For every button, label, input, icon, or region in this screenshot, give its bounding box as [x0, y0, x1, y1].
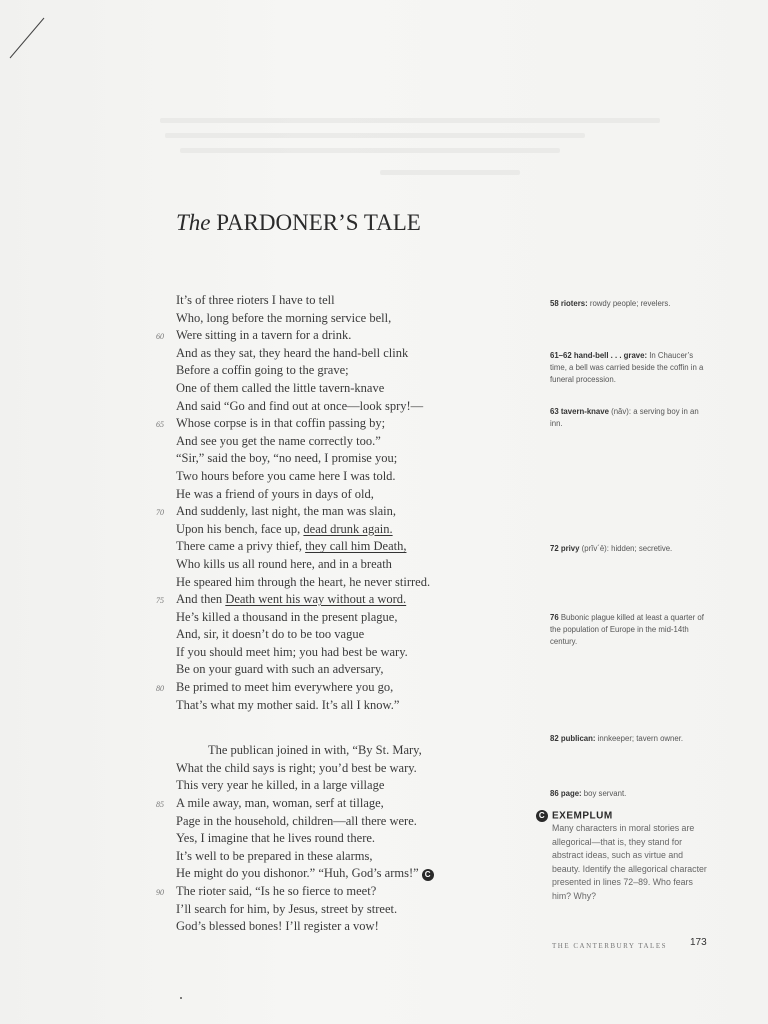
line-text: If you should meet him; you had best be wary. — [176, 644, 408, 659]
footnote-definition: boy servant. — [581, 789, 627, 798]
footnote-term: 86 page: — [550, 789, 582, 798]
line-text: God’s blessed bones! I’ll register a vow! — [176, 919, 379, 934]
line-text: He was a friend of yours in days of old, — [176, 486, 374, 501]
line-number: 75 — [156, 596, 164, 606]
poem-line — [156, 503, 516, 521]
line-text: And see you get the name correctly too.” — [176, 433, 381, 448]
footnote-term: 58 rioters: — [550, 299, 588, 308]
line-text: And then — [176, 592, 226, 607]
line-text: It’s well to be prepared in these alarms, — [176, 848, 373, 863]
poem-line — [176, 450, 516, 468]
show-through — [165, 133, 585, 138]
poem-line — [176, 760, 516, 778]
line-text: Two hours before you came here I was told. — [176, 468, 396, 483]
poem-line — [156, 883, 516, 901]
footnote — [550, 788, 710, 800]
line-text: He might do you dishonor.” “Huh, God’s arms!” — [176, 866, 419, 881]
show-through — [180, 148, 560, 153]
line-text: This very year he killed, in a large village — [176, 778, 385, 793]
footnote-term: 63 tavern-knave — [550, 407, 609, 416]
line-number: 65 — [156, 420, 164, 430]
poem-line — [176, 901, 516, 919]
footnote-definition: In Chaucer’s time, a bell was carried beside the coffin in a funeral procession. — [550, 351, 704, 384]
footnote — [550, 350, 710, 386]
line-text: That’s what my mother said. It’s all I know.” — [176, 697, 400, 712]
callout-badge: C — [422, 869, 434, 881]
poem-line — [176, 830, 516, 848]
poem-line — [176, 292, 516, 310]
footnote — [550, 543, 710, 555]
poem-line — [176, 468, 516, 486]
poem-line — [176, 626, 516, 644]
line-number: 80 — [156, 684, 164, 694]
line-text: Were sitting in a tavern for a drink. — [176, 328, 352, 343]
line-text: What the child says is right; you’d best be wary. — [176, 760, 417, 775]
footnote-definition: (năv): a serving boy in an inn. — [550, 407, 699, 428]
exemplum-question: Many characters in moral stories are allegorical—that is, they stand for abstract ideas, such as virtue and beauty. Identify the allegorical character presented in lines 72–89. Who fears him? Why? — [552, 823, 707, 901]
underlined-phrase: they call him Death, — [305, 539, 407, 554]
footnote-term: 61–62 hand-bell . . . grave: — [550, 351, 648, 360]
poem-line — [156, 795, 516, 813]
poem-line — [176, 556, 516, 574]
footnote — [550, 406, 710, 430]
line-text: The rioter said, “Is he so fierce to meet? — [176, 884, 377, 898]
page-number: 173 — [690, 937, 707, 948]
line-text: He’s killed a thousand in the present plague, — [176, 609, 398, 624]
poem-line — [176, 362, 516, 380]
footnote-term: 76 — [550, 613, 559, 622]
line-text: Be on your guard with such an adversary, — [176, 662, 384, 677]
line-text: Page in the household, children—all there were. — [176, 813, 417, 828]
line-text: And, sir, it doesn’t do to be too vague — [176, 627, 365, 642]
poem-line — [156, 591, 516, 609]
poem-line — [176, 661, 516, 679]
line-text: There came a privy thief, — [176, 539, 306, 554]
poem-line — [156, 327, 516, 345]
poem-line — [176, 697, 516, 715]
line-text: “Sir,” said the boy, “no need, I promise you; — [176, 451, 398, 466]
title-prefix: The — [176, 210, 211, 235]
poem-line — [176, 609, 516, 627]
line-text: It’s of three rioters I have to tell — [176, 293, 335, 307]
poem-line — [176, 865, 516, 883]
poem-line — [176, 918, 516, 936]
line-text: And said “Go and find out at once—look spry!— — [176, 398, 424, 413]
line-text: The publican joined in with, “By St. Mary, — [208, 743, 422, 758]
line-text: Whose corpse is in that coffin passing by; — [176, 416, 386, 431]
footnote — [550, 612, 710, 648]
line-number: 90 — [156, 888, 164, 897]
poem-line — [176, 433, 516, 451]
line-number: 60 — [156, 332, 164, 342]
poem-line — [176, 848, 516, 866]
footnote-definition: rowdy people; revelers. — [587, 299, 671, 308]
footnote-definition: Bubonic plague killed at least a quarter of the population of Europe in the mid-14th century. — [550, 613, 704, 646]
underlined-phrase: Death went his way without a word. — [225, 592, 407, 607]
poem-line — [176, 777, 516, 795]
poem-line — [176, 486, 516, 504]
line-text: Be primed to meet him everywhere you go, — [176, 680, 394, 695]
pen-mark-icon — [8, 14, 48, 60]
poem-line — [176, 742, 516, 760]
poem-line — [176, 714, 516, 742]
line-text: I’ll search for him, by Jesus, street by street. — [176, 901, 398, 916]
poem-text — [156, 292, 516, 936]
line-text: Who, long before the morning service bell, — [176, 310, 392, 325]
page-title — [176, 210, 421, 236]
show-through — [380, 170, 520, 175]
running-footer: THE CANTERBURY TALES — [552, 942, 667, 950]
poem-line — [176, 644, 516, 662]
poem-line — [176, 345, 516, 363]
speck — [180, 997, 182, 999]
footnote-term: 82 publican: — [550, 734, 596, 743]
line-text: And suddenly, last night, the man was slain, — [176, 504, 396, 519]
line-text: He speared him through the heart, he never stirred. — [176, 574, 431, 589]
exemplum-badge: C — [536, 810, 548, 822]
poem-line — [176, 574, 516, 592]
title-main: PARDONER’S TALE — [216, 210, 421, 235]
line-text: Upon his bench, face up, — [176, 521, 304, 536]
footnote-definition: innkeeper; tavern owner. — [595, 734, 684, 743]
line-number: 85 — [156, 800, 164, 810]
poem-line — [156, 415, 516, 433]
poem-line — [176, 310, 516, 328]
poem-line — [176, 538, 516, 556]
poem-line — [156, 679, 516, 697]
underlined-phrase: dead drunk again. — [303, 521, 393, 536]
line-text: And as they sat, they heard the hand-bell clink — [176, 345, 409, 360]
exemplum-label: EXEMPLUM — [552, 810, 613, 822]
footnote-term: 72 privy — [550, 544, 580, 553]
footnote-definition: (prĭv´ē): hidden; secretive. — [579, 544, 673, 553]
line-text: A mile away, man, woman, serf at tillage, — [176, 796, 384, 811]
line-text: Yes, I imagine that he lives round there. — [176, 831, 376, 846]
poem-line — [176, 813, 516, 831]
line-text: One of them called the little tavern-knave — [176, 380, 385, 395]
show-through — [160, 118, 660, 123]
poem-line — [176, 380, 516, 398]
footnote — [550, 298, 710, 310]
poem-line — [176, 398, 516, 416]
exemplum-heading — [536, 810, 716, 822]
line-text: Who kills us all round here, and in a breath — [176, 556, 392, 571]
poem-line — [176, 521, 516, 539]
line-number: 70 — [156, 508, 164, 518]
line-text: Before a coffin going to the grave; — [176, 363, 349, 378]
footnote — [550, 733, 710, 745]
